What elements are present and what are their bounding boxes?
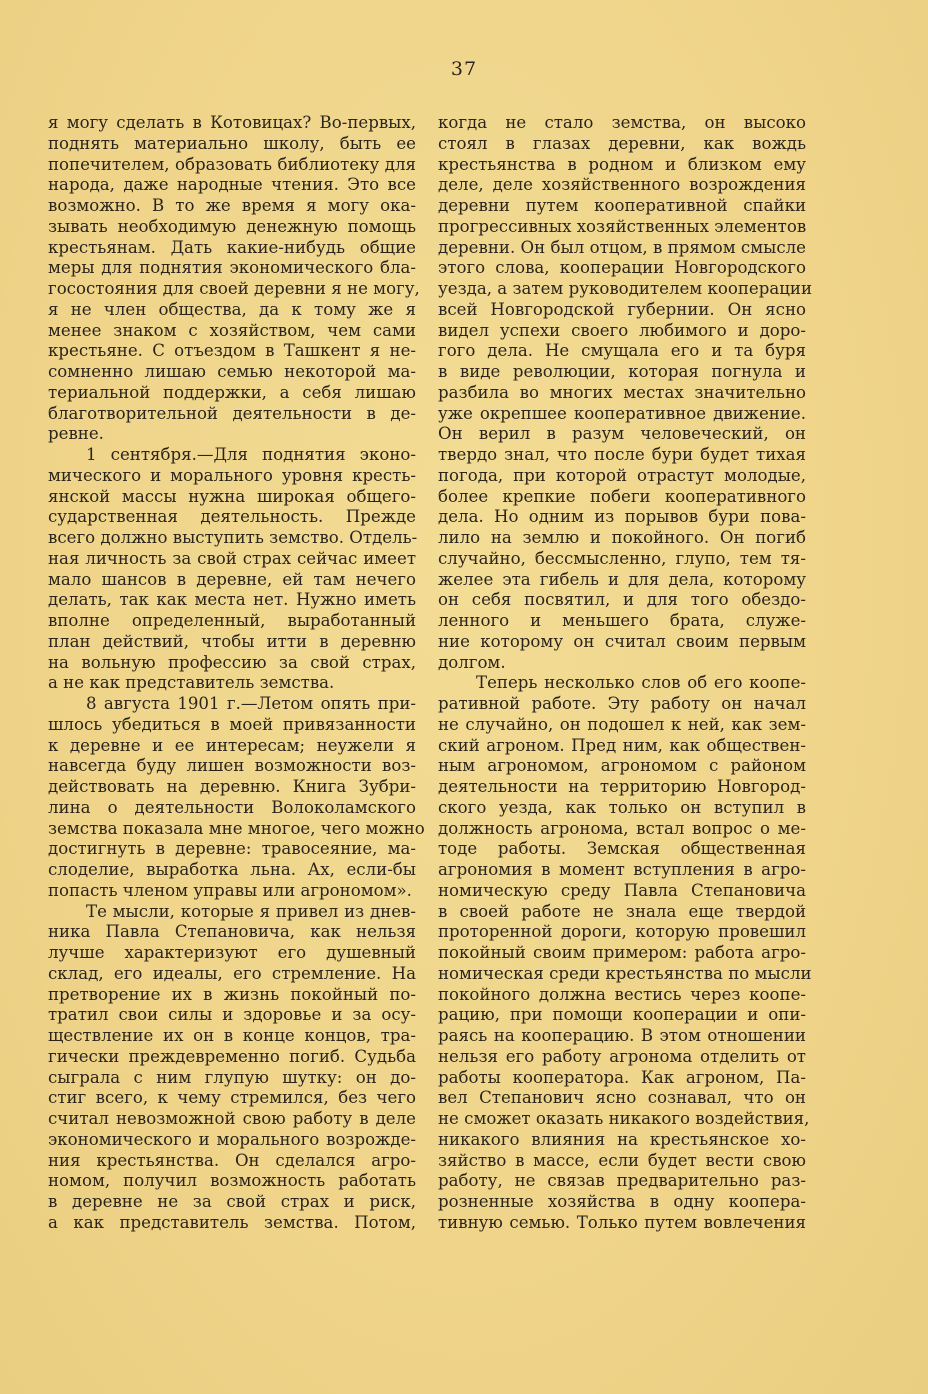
text-line: я могу сделать в Котовицах? Во-первых, xyxy=(48,113,416,132)
text-line: никакого влияния на крестьянское хо- xyxy=(438,1129,806,1149)
text-line: всей Новгородской губернии. Он ясно xyxy=(438,299,806,319)
text-line: зяйство в массе, если будет вести свою xyxy=(438,1150,806,1170)
text-line: 8 августа 1901 г.—Летом опять при- xyxy=(86,694,416,713)
text-line: он себя посвятил, и для того обездо- xyxy=(438,590,806,610)
text-line: янской массы нужна широкая общего- xyxy=(48,486,416,506)
text-line: не сможет оказать никакого воздействия, xyxy=(438,1109,810,1128)
text-line: считал невозможной свою работу в деле xyxy=(48,1109,416,1128)
text-line: работу, не связав предварительно раз- xyxy=(438,1171,806,1191)
text-line: деле, деле хозяйственного возрождения xyxy=(438,175,806,195)
text-line: навсегда буду лишен возможности воз- xyxy=(48,756,416,776)
text-line: сыграла с ним глупую шутку: он до- xyxy=(48,1067,416,1087)
text-line: сомненно лишаю семью некоторой ма- xyxy=(48,362,416,381)
text-line: народа, даже народные чтения. Это все xyxy=(48,175,416,195)
text-line: уезда, а затем руководителем кооперации xyxy=(438,279,813,298)
text-line: в своей работе не знала еще твердой xyxy=(438,901,806,921)
text-line: стиг всего, к чему стремился, без чего xyxy=(48,1088,416,1108)
text-line: план действий, чтобы итти в деревню xyxy=(48,631,416,651)
text-line: делать, так как места нет. Нужно иметь xyxy=(48,590,416,610)
text-line: попасть членом управы или агрономом». xyxy=(48,880,412,900)
text-line: мического и морального уровня кресть- xyxy=(48,465,416,485)
text-line: крестьянства в родном и близком ему xyxy=(438,154,806,174)
text-line: в деревне не за свой страх и риск, xyxy=(48,1192,416,1211)
text-line: погода, при которой отрастут молодые, xyxy=(438,465,806,485)
text-line: достигнуть в деревне: травосеяние, ма- xyxy=(48,839,416,859)
text-line: слоделие, выработка льна. Ах, если-бы xyxy=(48,860,416,879)
text-line: ский агроном. Пред ним, как обществен- xyxy=(438,735,806,755)
text-line: стоял в глазах деревни, как вождь xyxy=(438,133,806,153)
text-line: поднять материально школу, быть ее xyxy=(48,133,416,153)
right-text-column xyxy=(438,113,813,1234)
text-line: ленного и меньшего брата, служе- xyxy=(438,611,806,630)
text-line: должность агронома, встал вопрос о ме- xyxy=(438,818,806,838)
text-line: ревне. xyxy=(48,424,104,444)
text-line: крестьянам. Дать какие-нибудь общие xyxy=(48,237,416,257)
text-line: действовать на деревню. Книга Зубри- xyxy=(48,777,416,796)
text-line: Те мысли, которые я привел из днев- xyxy=(86,901,416,921)
text-line: крестьяне. С отъездом в Ташкент я не- xyxy=(48,341,416,361)
text-line: тратил свои силы и здоровье и за осу- xyxy=(48,1005,416,1025)
text-line: менее знаком с хозяйством, чем сами xyxy=(48,320,416,340)
text-line: 1 сентября.—Для поднятия эконо- xyxy=(86,445,416,464)
text-line: тоде работы. Земская общественная xyxy=(438,839,806,859)
text-line: номическая среди крестьянства по мысли xyxy=(438,963,812,983)
text-line: нельзя его работу агронома отделить от xyxy=(438,1046,806,1066)
text-line: склад, его идеалы, его стремление. На xyxy=(48,963,416,983)
text-line: лина о деятельности Волоколамского xyxy=(48,797,416,817)
text-line: прогрессивных хозяйственных элементов xyxy=(438,216,807,236)
text-line: не случайно, он подошел к ней, как зем- xyxy=(438,714,806,734)
text-line: мало шансов в деревне, ей там нечего xyxy=(48,569,416,589)
text-line: более крепкие побеги кооперативного xyxy=(438,486,806,506)
text-line: возможно. В то же время я могу ока- xyxy=(48,196,416,215)
text-line: земства показала мне многое, чего можно xyxy=(48,818,425,838)
text-line: ративной работе. Эту работу он начал xyxy=(438,694,806,713)
text-line: рацию, при помощи кооперации и опи- xyxy=(438,1005,806,1025)
text-line: деревни. Он был отцом, в прямом смысле xyxy=(438,237,806,257)
text-line: деятельности на территорию Новгород- xyxy=(438,777,806,796)
text-line: ная личность за свой страх сейчас имеет xyxy=(48,548,416,568)
page-number: 37 xyxy=(450,58,478,80)
text-line: ского уезда, как только он вступил в xyxy=(438,797,806,817)
text-line: а не как представитель земства. xyxy=(48,673,335,693)
text-line: а как представитель земства. Потом, xyxy=(48,1212,416,1232)
text-line: ным агрономом, агрономом с районом xyxy=(438,756,806,776)
text-line: гически преждевременно погиб. Судьба xyxy=(48,1046,416,1066)
text-line: вел Степанович ясно сознавал, что он xyxy=(438,1088,806,1108)
text-line: тивную семью. Только путем вовлечения xyxy=(438,1212,806,1232)
text-line: вполне определенный, выработанный xyxy=(48,611,416,630)
text-line: уже окрепшее кооперативное движение. xyxy=(438,403,806,423)
text-line: экономического и морального возрожде- xyxy=(48,1129,416,1149)
text-line: желее эта гибель и для дела, которому xyxy=(438,569,806,589)
text-line: дела. Но одним из порывов бури пова- xyxy=(438,507,806,527)
text-line: номическую среду Павла Степановича xyxy=(438,880,806,900)
text-line: ние которому он считал своим первым xyxy=(438,631,806,651)
text-line: когда не стало земства, он высоко xyxy=(438,113,806,132)
text-line: покойный своим примером: работа агро- xyxy=(438,943,806,962)
text-line: попечителем, образовать библиотеку для xyxy=(48,154,416,174)
text-line: всего должно выступить земство. Отдель- xyxy=(48,528,418,547)
text-line: в виде революции, которая погнула и xyxy=(438,362,806,381)
text-line: претворение их в жизнь покойный по- xyxy=(48,984,416,1004)
text-line: ществление их он в конце концов, тра- xyxy=(48,1026,416,1045)
text-line: розненные хозяйства в одну коопера- xyxy=(438,1192,806,1211)
text-line: на вольную профессию за свой страх, xyxy=(48,652,416,672)
text-line: агрономия в момент вступления в агро- xyxy=(438,860,806,879)
text-line: меры для поднятия экономического бла- xyxy=(48,258,416,278)
text-line: проторенной дороги, которую провешил xyxy=(438,922,806,942)
text-line: Он верил в разум человеческий, он xyxy=(438,424,806,444)
text-line: лучше характеризуют его душевный xyxy=(48,943,416,962)
text-line: госостояния для своей деревни я не могу, xyxy=(48,279,420,298)
text-line: териальной поддержки, а себя лишаю xyxy=(48,382,416,402)
text-line: ния крестьянства. Он сделался агро- xyxy=(48,1150,416,1170)
text-line: лило на землю и покойного. Он погиб xyxy=(438,528,806,547)
text-line: работы кооператора. Как агроном, Па- xyxy=(438,1067,806,1087)
text-line: твердо знал, что после бури будет тихая xyxy=(438,445,806,464)
text-line: разбила во многих местах значительно xyxy=(438,382,806,402)
text-line: видел успехи своего любимого и доро- xyxy=(438,320,806,340)
text-line: этого слова, кооперации Новгородского xyxy=(438,258,806,278)
text-line: к деревне и ее интересам; неужели я xyxy=(48,735,416,755)
text-line: гого дела. Не смущала его и та буря xyxy=(438,341,806,361)
text-line: деревни путем кооперативной спайки xyxy=(438,196,806,215)
text-line: зывать необходимую денежную помощь xyxy=(48,216,416,236)
text-line: номом, получил возможность работать xyxy=(48,1171,416,1191)
left-text-column xyxy=(48,113,425,1234)
text-line: благотворительной деятельности в де- xyxy=(48,403,416,423)
text-line: случайно, бессмысленно, глупо, тем тя- xyxy=(438,548,806,568)
text-line: Теперь несколько слов об его коопе- xyxy=(476,673,806,693)
text-line: раясь на кооперацию. В этом отношении xyxy=(438,1026,806,1045)
text-line: сударственная деятельность. Прежде xyxy=(48,507,416,527)
text-line: ника Павла Степановича, как нельзя xyxy=(48,922,416,942)
text-line: долгом. xyxy=(438,652,506,672)
text-line: я не член общества, да к тому же я xyxy=(48,299,416,319)
text-line: покойного должна вестись через коопе- xyxy=(438,984,806,1004)
text-line: шлось убедиться в моей привязанности xyxy=(48,714,416,734)
